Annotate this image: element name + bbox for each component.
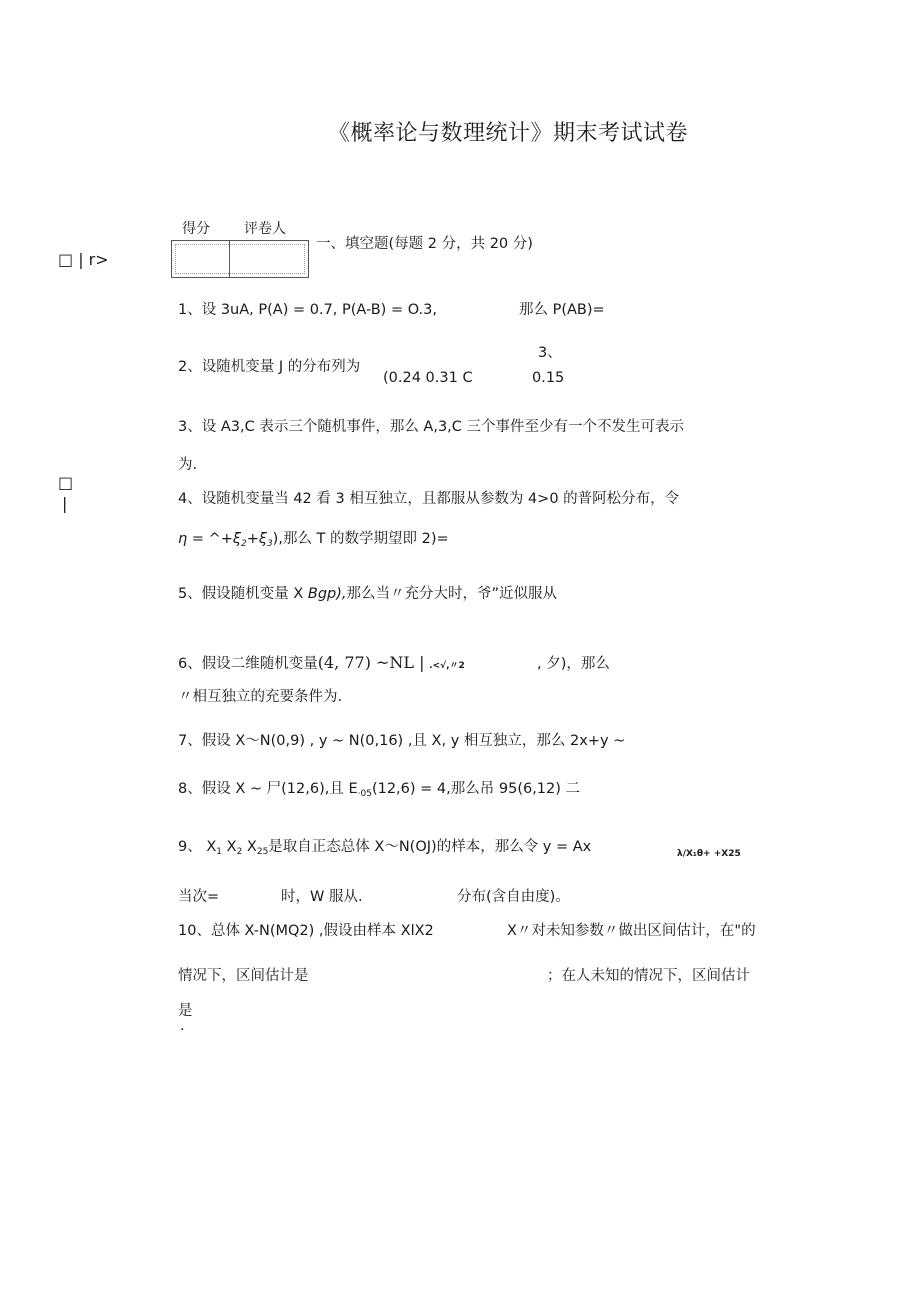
question-3-line1: 3、设 A3,C 表示三个随机事件，那么 A,3,C 三个事件至少有一个不发生可表示: [178, 419, 685, 435]
question-9-blank-1: 当次=: [178, 889, 220, 905]
score-label: 得分: [182, 221, 210, 237]
question-6-tail: , 夕)，那么: [537, 656, 610, 672]
question-10-tail: X〃对未知参数〃做出区间估计，在"的: [507, 923, 756, 939]
question-10-line2-tail: ；在人未知的情况下，区间估计: [547, 968, 750, 984]
question-9-fraction: λ/X₁θ+ +X25: [677, 849, 741, 859]
question-2: 2、设随机变量 J 的分布列为: [178, 359, 361, 375]
exam-title: 《概率论与数理统计》期末考试试卷: [328, 121, 689, 146]
margin-mark-2: □: [58, 473, 74, 492]
question-10-line4: .: [180, 1018, 185, 1034]
score-box: [171, 240, 309, 278]
grader-label: 评卷人: [244, 221, 286, 237]
question-7: 7、假设 X〜N(0,9) , y ~ N(0,16) ,且 X, y 相互独立，那么 2x+y ~: [178, 733, 626, 749]
question-4-line1: 4、设随机变量当 42 看 3 相互独立，且都服从参数为 4>0 的普阿松分布，令: [178, 491, 680, 507]
question-10-line3: 是: [178, 1003, 193, 1019]
question-10-line2: 情况下，区间估计是: [178, 968, 309, 984]
question-6-line2: 〃相互独立的充要条件为.: [178, 689, 343, 705]
question-9: 9、 $X_1$ $X_2$ $X_{25}$是取自正态总体 X〜N(OJ)的样本，那么令 y = Ax: [178, 839, 592, 857]
question-9-blank-2: 时，W 服从.: [281, 889, 363, 905]
margin-mark-1: □ | r>: [58, 250, 109, 269]
question-8: 8、假设 X ~ 尸(12,6),且 $E_{\cdot 05}(12,6) = 4$,那么吊 95(6,12) 二: [178, 781, 581, 799]
question-1-tail: 那么 P(AB)=: [519, 302, 605, 318]
question-10: 10、总体 X-N(MQ2) ,假设由样本 XlX2: [178, 923, 434, 939]
question-9-blank-3: 分布(含自由度)。: [457, 889, 570, 905]
question-1: 1、设 3uA, P(A) = 0.7, P(A-B) = O.3,: [178, 302, 437, 318]
question-5: 5、假设随机变量 X Bgp),那么当〃充分大时，爷”近似服从: [178, 586, 558, 602]
section-heading: 一、填空题(每题 2 分，共 20 分): [316, 236, 533, 252]
question-2-row1: (0.24 0.31 C: [383, 370, 473, 386]
question-3-line2: 为.: [178, 457, 198, 473]
question-4-line2: $\eta = \^{}+\xi_2+\xi_3$),那么 T 的数学期望即 2)=: [178, 531, 449, 549]
question-2-matrix-top: 3、: [538, 345, 562, 361]
question-6: 6、假设二维随机变量(4, 77) ~NL | .<√,〃2: [178, 653, 465, 672]
question-2-row2: 0.15: [532, 370, 565, 386]
margin-mark-3: |: [62, 494, 68, 513]
